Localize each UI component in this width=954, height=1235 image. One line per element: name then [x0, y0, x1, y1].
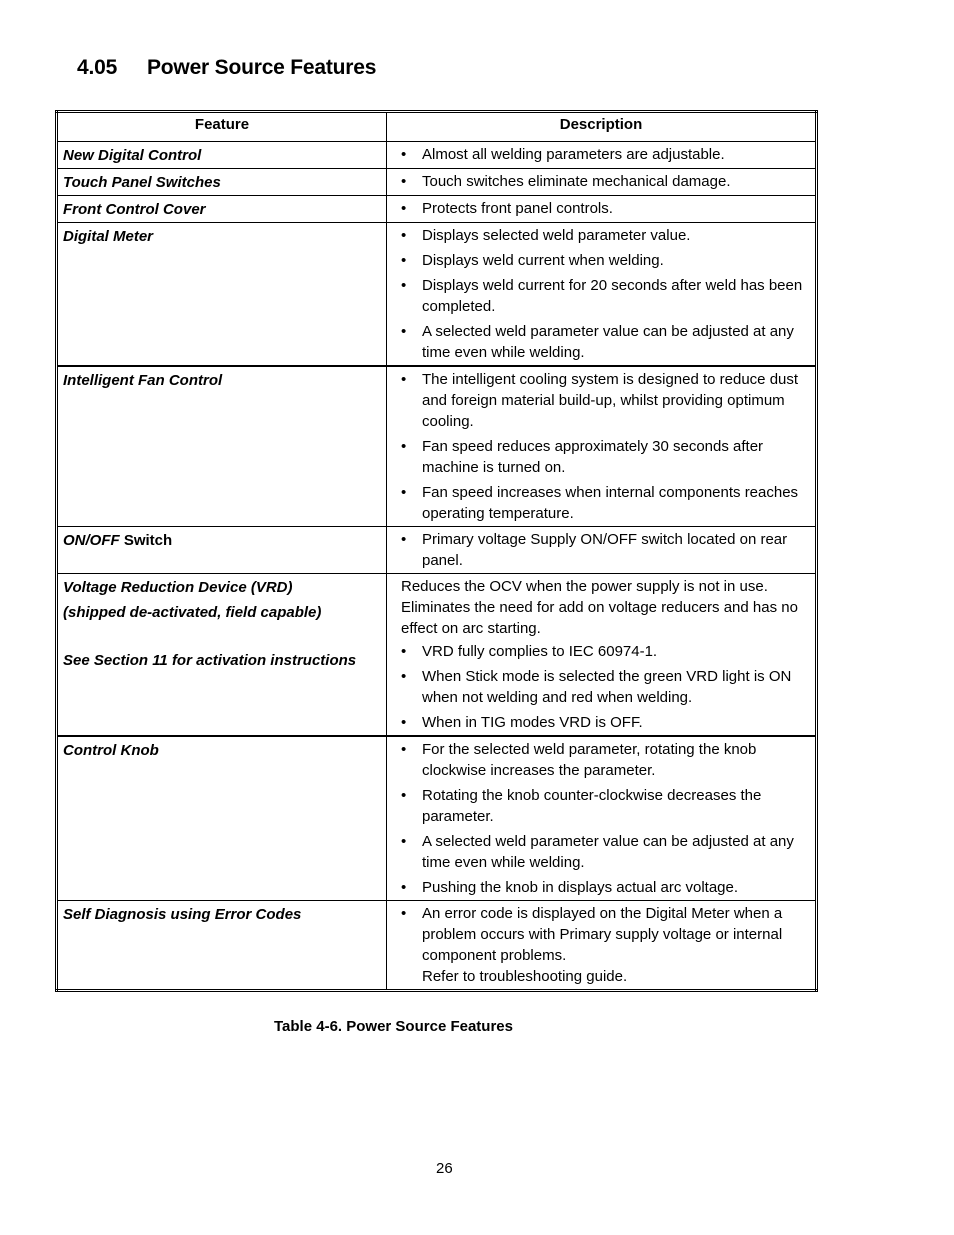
description-intro: Reduces the OCV when the power supply is not in use. Eliminates the need for add on voltage reducers and has no effect on arc starting.: [401, 578, 798, 637]
description-bullet: [401, 903, 809, 987]
description-bullet: • Displays weld current when welding.: [401, 250, 809, 271]
description-cell: [387, 574, 817, 737]
description-cell: [387, 736, 817, 901]
table-caption: Table 4-6. Power Source Features: [274, 1018, 513, 1035]
feature-cell: Self Diagnosis using Error Codes: [57, 901, 387, 991]
table-row: [57, 223, 817, 367]
table-row: [57, 736, 817, 901]
bullet-followup-text: Refer to troubleshooting guide.: [422, 968, 628, 985]
feature-cell: Digital Meter: [57, 223, 387, 367]
description-bullet: • Almost all welding parameters are adjustable.: [401, 144, 809, 165]
feature-cell: [57, 574, 387, 737]
section-number: 4.05: [77, 56, 118, 79]
feature-cell: Control Knob: [57, 736, 387, 901]
spacer: [63, 623, 381, 650]
description-bullet: • When Stick mode is selected the green VRD light is ON when not welding and red when welding.: [401, 666, 809, 708]
features-table: [55, 110, 818, 992]
header-feature: Feature: [57, 112, 387, 142]
description-bullet: • A selected weld parameter value can be adjusted at any time even while welding.: [401, 831, 809, 873]
description-bullet: • Displays weld current for 20 seconds after weld has been completed.: [401, 275, 809, 317]
feature-cell: New Digital Control: [57, 142, 387, 169]
bullet-text: An error code is displayed on the Digital Meter when a problem occurs with Primary supply voltage or internal component problems.: [422, 905, 783, 964]
table-row: [57, 527, 817, 574]
description-bullet: • Primary voltage Supply ON/OFF switch located on rear panel.: [401, 529, 809, 571]
table-row: [57, 169, 817, 196]
description-cell: [387, 142, 817, 169]
feature-cell: Front Control Cover: [57, 196, 387, 223]
table-header-row: [57, 112, 817, 142]
feature-cell: Touch Panel Switches: [57, 169, 387, 196]
header-description: Description: [387, 112, 817, 142]
feature-plain-part: Switch: [119, 532, 173, 549]
feature-line: Voltage Reduction Device (VRD): [63, 579, 293, 596]
page-number: 26: [436, 1160, 453, 1177]
description-cell: [387, 366, 817, 527]
description-bullet: • Touch switches eliminate mechanical damage.: [401, 171, 809, 192]
description-bullet: • Fan speed increases when internal components reaches operating temperature.: [401, 482, 809, 524]
table-row: [57, 901, 817, 991]
description-bullet: • Displays selected weld parameter value.: [401, 225, 809, 246]
feature-cell: Intelligent Fan Control: [57, 366, 387, 527]
description-bullet: • For the selected weld parameter, rotating the knob clockwise increases the parameter.: [401, 739, 809, 781]
section-title: Power Source Features: [147, 56, 377, 79]
description-cell: [387, 527, 817, 574]
description-bullet: • Protects front panel controls.: [401, 198, 809, 219]
description-bullet: • When in TIG modes VRD is OFF.: [401, 712, 809, 733]
feature-line: (shipped de-activated, field capable): [63, 604, 322, 621]
description-bullet: • Rotating the knob counter-clockwise decreases the parameter.: [401, 785, 809, 827]
description-bullet: • The intelligent cooling system is designed to reduce dust and foreign material build-up, whilst providing optimum cooling.: [401, 369, 809, 432]
description-cell: [387, 169, 817, 196]
description-bullet: • Fan speed reduces approximately 30 seconds after machine is turned on.: [401, 436, 809, 478]
description-bullet: • VRD fully complies to IEC 60974-1.: [401, 641, 809, 662]
description-cell: [387, 223, 817, 367]
feature-italic-part: ON/OFF: [63, 532, 120, 549]
feature-cell: [57, 527, 387, 574]
table-row: [57, 366, 817, 527]
table-row: [57, 196, 817, 223]
description-cell: [387, 901, 817, 991]
description-bullet: • Pushing the knob in displays actual arc voltage.: [401, 877, 809, 898]
table-row: [57, 574, 817, 737]
section-heading: [77, 56, 376, 80]
description-bullet: • A selected weld parameter value can be adjusted at any time even while welding.: [401, 321, 809, 363]
description-cell: [387, 196, 817, 223]
feature-line: See Section 11 for activation instructions: [63, 652, 357, 669]
table-row: [57, 142, 817, 169]
